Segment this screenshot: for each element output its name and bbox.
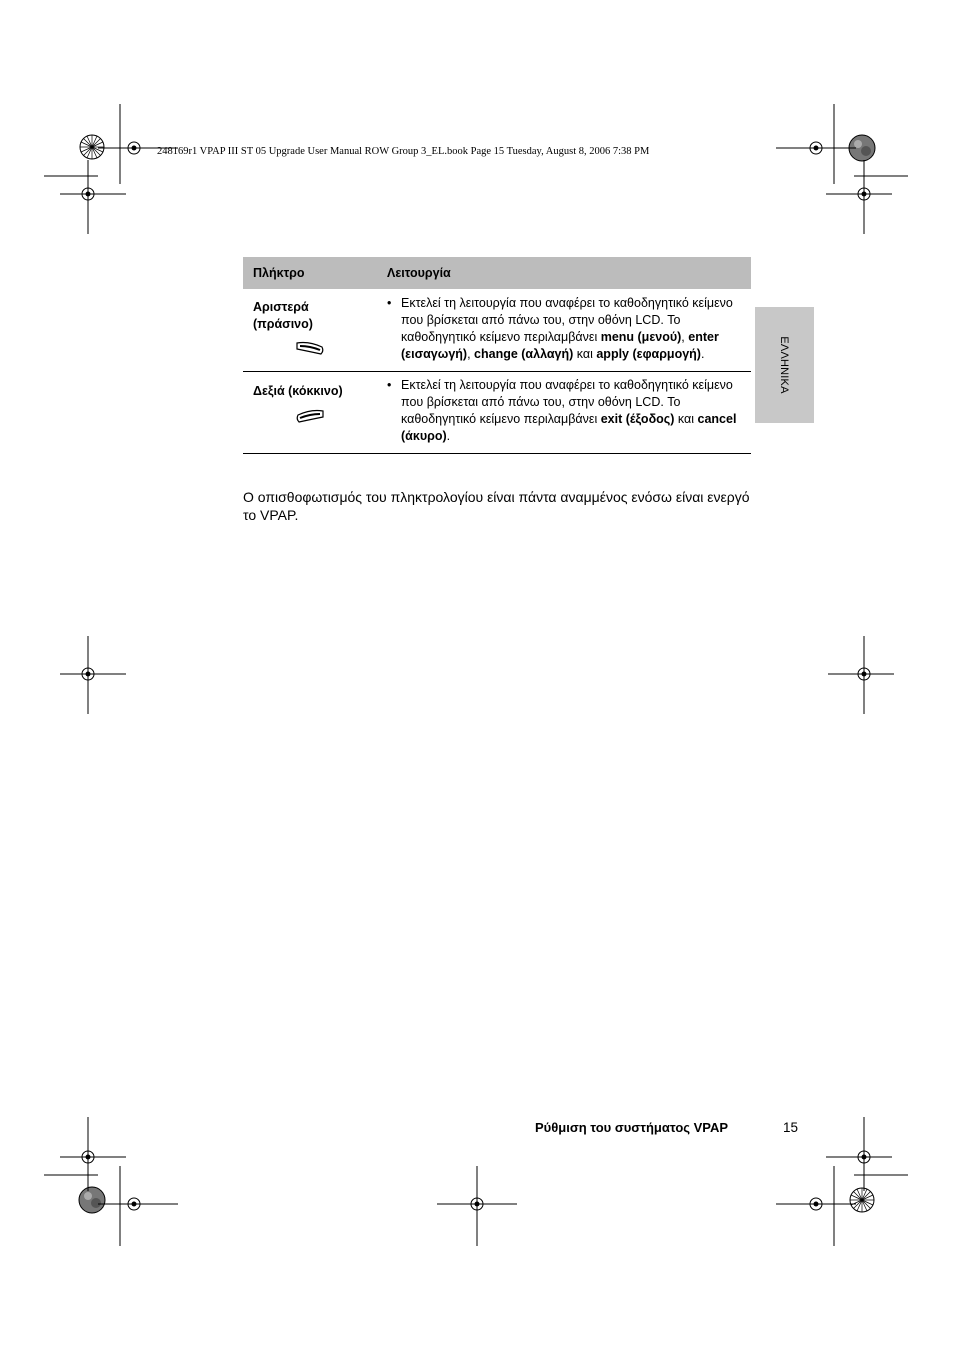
page-number: 15 bbox=[783, 1120, 799, 1135]
crosshair-mark-icon bbox=[826, 160, 908, 234]
table-header-row bbox=[243, 257, 751, 289]
description-text: Εκτελεί τη λειτουργία που αναφέρει το καθοδηγητικό κείμενο που βρίσκεται από πάνω του, στην οθόνη LCD. Το καθοδηγητικό κείμενο περιλαμβάνει bbox=[401, 378, 733, 426]
key-function-table bbox=[243, 257, 751, 454]
column-header-function: Λειτουργία bbox=[375, 257, 751, 289]
key-name: Αριστερά bbox=[253, 300, 309, 314]
separator: και bbox=[674, 412, 698, 426]
column-header-key: Πλήκτρο bbox=[243, 257, 375, 289]
keyword-exit: exit (έξοδος) bbox=[600, 412, 675, 426]
right-softkey-icon bbox=[295, 407, 325, 425]
print-header: 248169r1 VPAP III ST 05 Upgrade User Manual ROW Group 3_EL.book Page 15 Tuesday, August 8, 2006 7:38 PM bbox=[157, 146, 650, 157]
keyword-change: change (αλλαγή) bbox=[474, 347, 574, 361]
bullet-icon: • bbox=[387, 296, 392, 310]
crosshair-mark-icon bbox=[828, 636, 894, 714]
language-tab-label: ΕΛΛΗΝΙΚΑ bbox=[778, 336, 790, 394]
key-name-cell bbox=[243, 289, 375, 372]
list-item bbox=[387, 377, 745, 445]
crosshair-mark-icon bbox=[437, 1166, 517, 1246]
function-description-cell bbox=[375, 289, 751, 372]
crosshair-mark-icon bbox=[98, 1166, 178, 1246]
keyword-apply: apply (εφαρμογή) bbox=[596, 347, 701, 361]
separator: , bbox=[467, 347, 475, 361]
crosshair-mark-icon bbox=[60, 636, 126, 714]
separator: , bbox=[681, 330, 689, 344]
description-text: Εκτελεί τη λειτουργία που αναφέρει το καθοδηγητικό κείμενο που βρίσκεται από πάνω του, στην οθόνη LCD. Το καθοδηγητικό κείμενο περιλαμβάνει bbox=[401, 296, 733, 344]
separator: και bbox=[573, 347, 597, 361]
keyword-enter: enter (εισαγωγή) bbox=[401, 330, 719, 361]
bullet-icon: • bbox=[387, 378, 392, 392]
key-name-cell bbox=[243, 372, 375, 454]
key-color: (πράσινο) bbox=[253, 317, 313, 331]
list-item bbox=[387, 295, 745, 363]
key-name: Δεξιά (κόκκινο) bbox=[253, 384, 343, 398]
table-row bbox=[243, 372, 751, 454]
left-softkey-icon bbox=[295, 339, 325, 357]
function-description-cell bbox=[375, 372, 751, 454]
language-tab bbox=[755, 307, 814, 423]
backlight-note: Ο οπισθοφωτισμός του πληκτρολογίου είναι πάντα αναμμένος ενόσω είναι ενεργό το VPAP. bbox=[243, 489, 750, 523]
crosshair-mark-icon bbox=[826, 1117, 908, 1191]
keyword-menu: menu (μενού) bbox=[600, 330, 682, 344]
separator: . bbox=[700, 347, 705, 361]
footer-section-title: Ρύθμιση του συστήματος VPAP bbox=[535, 1120, 729, 1135]
table-row bbox=[243, 289, 751, 372]
keyword-cancel: cancel (άκυρο) bbox=[401, 412, 737, 443]
crosshair-mark-icon bbox=[44, 160, 126, 234]
separator: . bbox=[446, 429, 451, 443]
